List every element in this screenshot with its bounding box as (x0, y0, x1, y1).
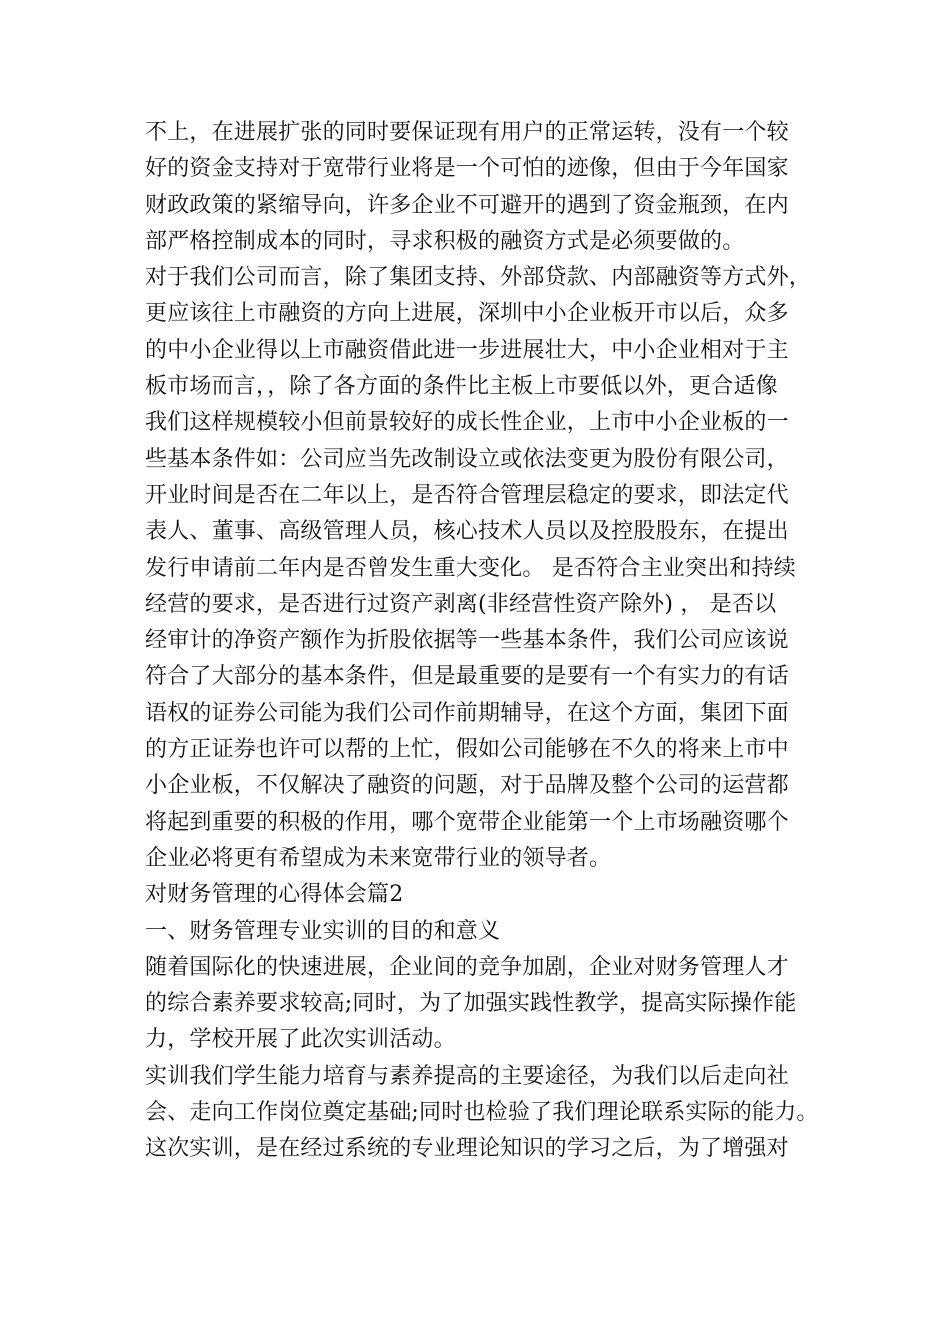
text-line: 的综合素养要求较高;同时，为了加强实践性教学，提高实际操作能 (145, 991, 797, 1017)
text-line: 板市场而言，，除了各方面的条件比主板上市要低以外，更合适像 (145, 374, 778, 400)
subsection-heading: 一、财务管理专业实训的目的和意义 (145, 918, 501, 944)
text-line: 符合了大部分的基本条件，但是最重要的是要有一个有实力的有话 (145, 664, 789, 690)
text-line: 力，学校开展了此次实训活动。 (145, 1027, 456, 1053)
text-line: 开业时间是否在二年以上，是否符合管理层稳定的要求，即法定代 (145, 482, 789, 508)
text-line: 我们这样规模较小但前景较好的成长性企业，上市中小企业板的一 (145, 410, 789, 436)
text-line: 的方正证券也许可以帮的上忙，假如公司能够在不久的将来上市中 (145, 737, 789, 763)
text-line: 财政政策的紧缩导向，许多企业不可避开的遇到了资金瓶颈，在内 (145, 192, 789, 218)
text-line: 好的资金支持对于宽带行业将是一个可怕的迹像，但由于今年国家 (145, 156, 789, 182)
text-line: 不上，在进展扩张的同时要保证现有用户的正常运转，没有一个较 (145, 120, 789, 145)
text-line: 随着国际化的快速进展，企业间的竞争加剧，企业对财务管理人才 (145, 954, 789, 980)
text-line: 经营的要求，是否进行过资产剥离(非经营性资产除外) ， 是否以 (145, 591, 777, 617)
text-line: 的中小企业得以上市融资借此进一步进展壮大，中小企业相对于主 (145, 337, 789, 363)
text-line: 发行申请前二年内是否曾发生重大变化。 是否符合主业突出和持续 (145, 555, 796, 581)
text-line: 表人、董事、高级管理人员，核心技术人员以及控股股东，在提出 (145, 519, 789, 545)
text-line: 些基本条件如：公司应当先改制设立或依法变更为股份有限公司， (145, 446, 789, 472)
section-heading: 对财务管理的心得体会篇2 (145, 882, 404, 908)
text-line: 经审计的净资产额作为折股依据等一些基本条件，我们公司应该说 (145, 628, 789, 654)
document-body (145, 115, 819, 1168)
text-line: 更应该往上市融资的方向上进展，深圳中小企业板开市以后，众多 (145, 301, 789, 327)
text-line: 语权的证券公司能为我们公司作前期辅导，在这个方面，集团下面 (145, 700, 789, 726)
text-line: 小企业板，不仅解决了融资的问题，对于品牌及整个公司的运营都 (145, 773, 789, 799)
text-line: 将起到重要的积极的作用，哪个宽带企业能第一个上市场融资哪个 (145, 809, 789, 835)
text-line: 实训我们学生能力培育与素养提高的主要途径，为我们以后走向社 (145, 1063, 789, 1089)
text-line: 部严格控制成本的同时，寻求积极的融资方式是必须要做的。 (145, 228, 745, 254)
text-line: 这次实训，是在经过系统的专业理论知识的学习之后，为了增强对 (145, 1136, 789, 1162)
text-line: 企业必将更有希望成为未来宽带行业的领导者。 (145, 845, 612, 871)
text-line: 会、走向工作岗位奠定基础;同时也检验了我们理论联系实际的能力。 (145, 1100, 819, 1126)
text-line: 对于我们公司而言，除了集团支持、外部贷款、内部融资等方式外， (145, 265, 812, 291)
